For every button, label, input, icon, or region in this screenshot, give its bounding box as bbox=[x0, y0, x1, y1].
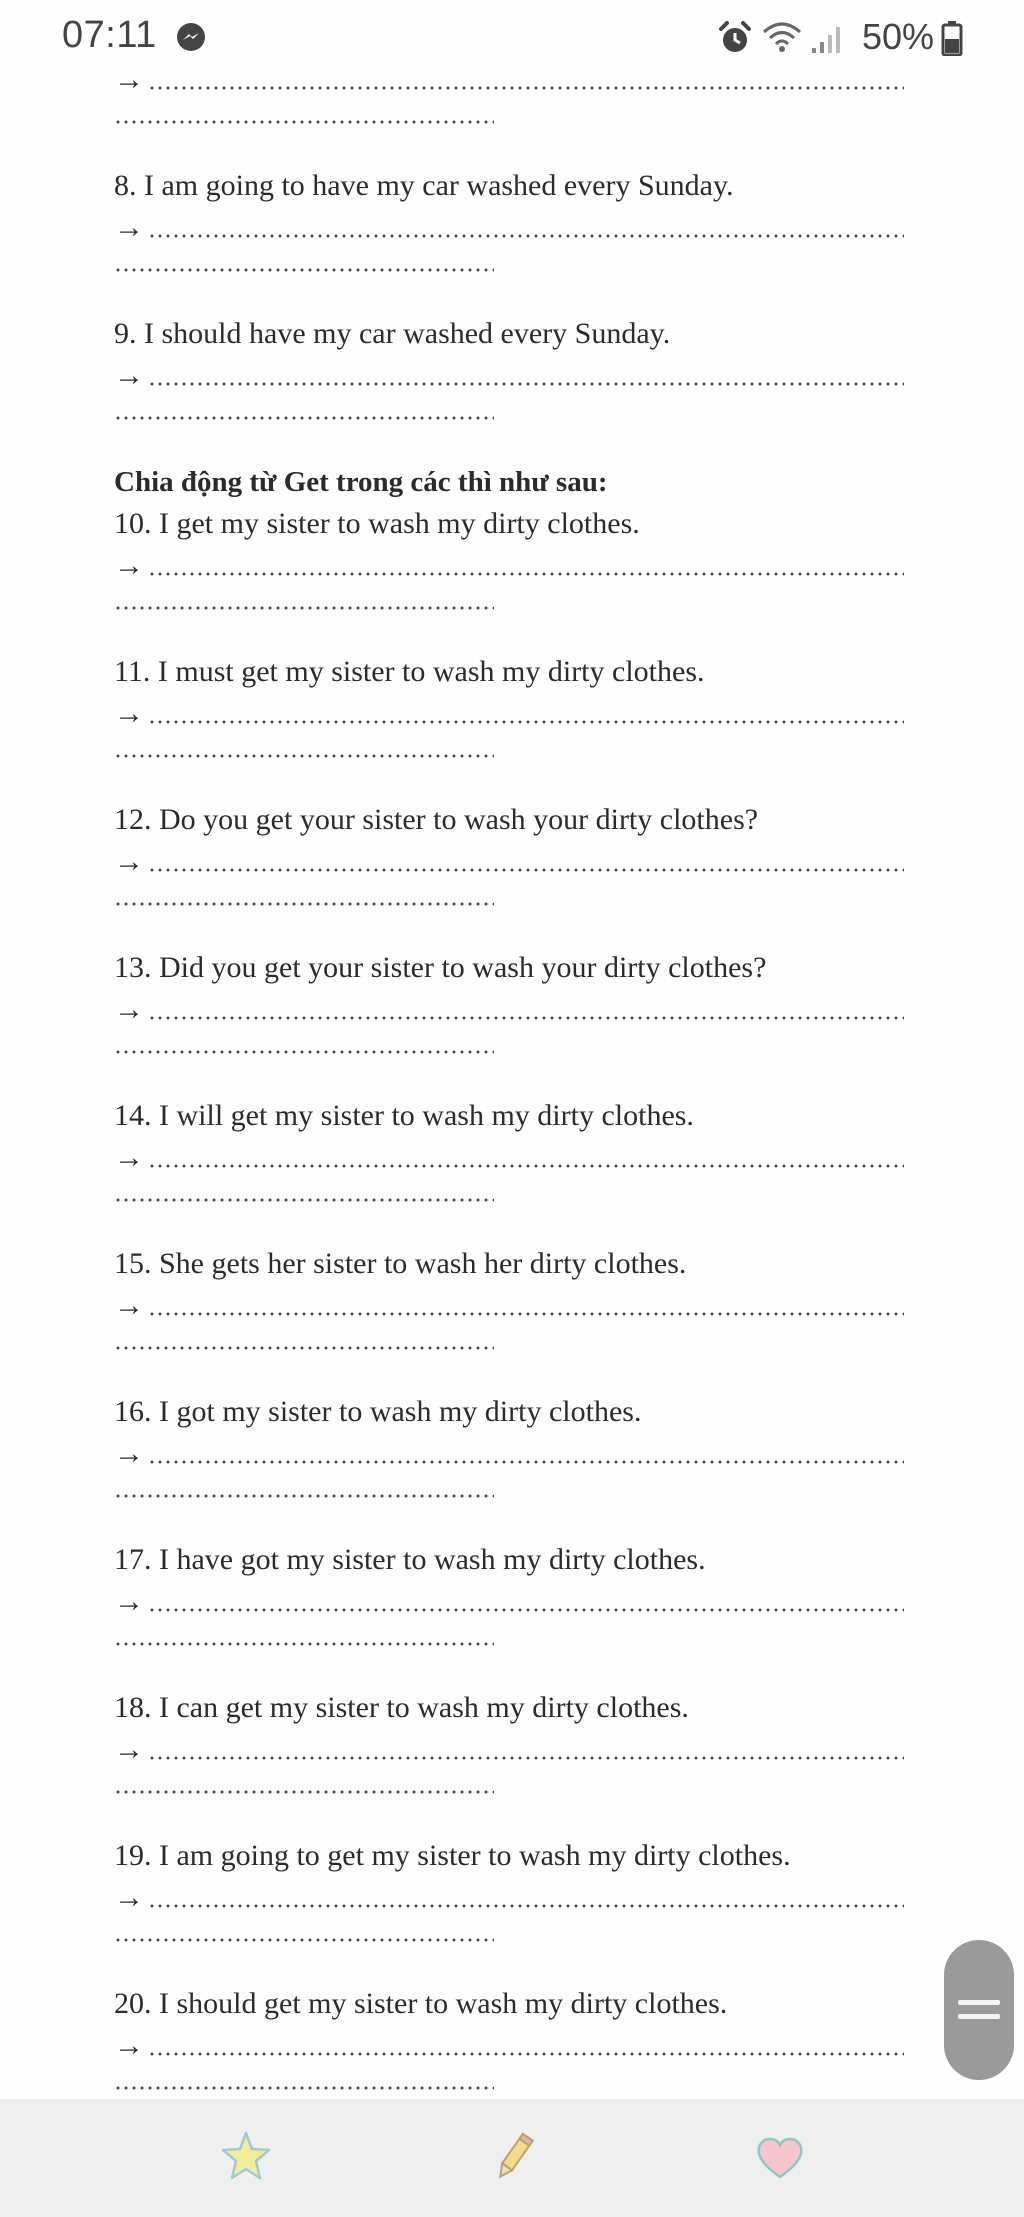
answer-line-continuation bbox=[114, 1630, 914, 1666]
dotted-line bbox=[114, 594, 494, 614]
answer-line-continuation bbox=[114, 256, 914, 292]
star-icon[interactable] bbox=[216, 2127, 276, 2187]
answer-line-continuation bbox=[114, 1186, 914, 1222]
dotted-line bbox=[148, 1150, 904, 1170]
exercise-item: 12. Do you get your sister to wash your dirty clothes? bbox=[114, 803, 759, 836]
dotted-line bbox=[148, 368, 904, 388]
answer-line-continuation bbox=[114, 890, 914, 926]
dotted-line bbox=[114, 1778, 494, 1798]
arrow-icon: → bbox=[114, 993, 144, 1026]
answer-line-continuation bbox=[114, 1778, 914, 1814]
answer-line bbox=[114, 1878, 914, 1914]
dotted-line bbox=[148, 1742, 904, 1762]
exercise-item: 8. I am going to have my car washed every Sunday. bbox=[114, 169, 734, 202]
answer-line-continuation bbox=[114, 1334, 914, 1370]
exercise-item: 13. Did you get your sister to wash your dirty clothes? bbox=[114, 951, 767, 984]
dotted-line bbox=[148, 1446, 904, 1466]
signal-icon bbox=[810, 22, 844, 54]
answer-line bbox=[114, 356, 914, 392]
handle-bar bbox=[958, 2014, 1000, 2019]
answer-line-continuation bbox=[114, 1038, 914, 1074]
messenger-icon bbox=[176, 22, 206, 52]
heart-icon[interactable] bbox=[750, 2127, 810, 2187]
answer-line bbox=[114, 1730, 914, 1766]
dotted-line bbox=[148, 558, 904, 578]
dotted-line bbox=[148, 1002, 904, 1022]
wifi-icon bbox=[762, 20, 802, 54]
dotted-line bbox=[148, 2038, 904, 2058]
exercise-item: 11. I must get my sister to wash my dirty clothes. bbox=[114, 655, 705, 688]
answer-line bbox=[114, 990, 914, 1026]
exercise-item: 16. I got my sister to wash my dirty clothes. bbox=[114, 1395, 642, 1428]
answer-line bbox=[114, 1286, 914, 1322]
arrow-icon: → bbox=[114, 211, 144, 244]
dotted-line bbox=[148, 220, 904, 240]
arrow-icon: → bbox=[114, 2029, 144, 2062]
answer-line bbox=[114, 208, 914, 244]
dotted-line bbox=[148, 1594, 904, 1614]
dotted-line bbox=[148, 854, 904, 874]
answer-line bbox=[114, 842, 914, 878]
battery-icon bbox=[941, 20, 963, 56]
dotted-line bbox=[114, 1038, 494, 1058]
arrow-icon: → bbox=[114, 1881, 144, 1914]
dotted-line bbox=[148, 1890, 904, 1910]
answer-line-continuation bbox=[114, 1482, 914, 1518]
arrow-icon: → bbox=[114, 63, 144, 96]
arrow-icon: → bbox=[114, 359, 144, 392]
dotted-line bbox=[114, 1926, 494, 1946]
dotted-line bbox=[114, 1334, 494, 1354]
answer-line-continuation bbox=[114, 108, 914, 144]
answer-line bbox=[114, 1434, 914, 1470]
arrow-icon: → bbox=[114, 1437, 144, 1470]
dotted-line bbox=[114, 2074, 494, 2094]
section-heading: Chia động từ Get trong các thì như sau: bbox=[114, 466, 608, 498]
dotted-line bbox=[114, 1186, 494, 1206]
status-time: 07:11 bbox=[62, 14, 157, 56]
dotted-line bbox=[114, 404, 494, 424]
dotted-line bbox=[148, 706, 904, 726]
answer-line bbox=[114, 1582, 914, 1618]
arrow-icon: → bbox=[114, 1289, 144, 1322]
arrow-icon: → bbox=[114, 549, 144, 582]
exercise-item: 15. She gets her sister to wash her dirty clothes. bbox=[114, 1247, 687, 1280]
exercise-item: 17. I have got my sister to wash my dirty clothes. bbox=[114, 1543, 706, 1576]
answer-line bbox=[114, 546, 914, 582]
arrow-icon: → bbox=[114, 1733, 144, 1766]
arrow-icon: → bbox=[114, 845, 144, 878]
dotted-line bbox=[114, 108, 494, 128]
exercise-item: 18. I can get my sister to wash my dirty clothes. bbox=[114, 1691, 689, 1724]
exercise-item: 20. I should get my sister to wash my dirty clothes. bbox=[114, 1987, 728, 2020]
dotted-line bbox=[114, 890, 494, 910]
dotted-line bbox=[114, 256, 494, 276]
answer-line-continuation bbox=[114, 404, 914, 440]
dotted-line bbox=[114, 742, 494, 762]
dotted-line bbox=[148, 72, 904, 92]
answer-line-continuation bbox=[114, 594, 914, 630]
arrow-icon: → bbox=[114, 1141, 144, 1174]
alarm-icon bbox=[718, 20, 752, 56]
answer-line bbox=[114, 694, 914, 730]
battery-percentage: 50% bbox=[862, 16, 935, 57]
arrow-icon: → bbox=[114, 697, 144, 730]
pencil-icon[interactable] bbox=[484, 2127, 544, 2187]
answer-line-continuation bbox=[114, 1926, 914, 1962]
handle-bar bbox=[958, 2000, 1000, 2005]
answer-line bbox=[114, 2026, 914, 2062]
bottom-action-bar bbox=[0, 2099, 1024, 2217]
answer-line bbox=[114, 60, 914, 96]
exercise-item: 14. I will get my sister to wash my dirty clothes. bbox=[114, 1099, 694, 1132]
dotted-line bbox=[114, 1630, 494, 1650]
dotted-line bbox=[114, 1482, 494, 1502]
scroll-handle[interactable] bbox=[944, 1940, 1014, 2080]
dotted-line bbox=[148, 1298, 904, 1318]
answer-line-continuation bbox=[114, 742, 914, 778]
arrow-icon: → bbox=[114, 1585, 144, 1618]
answer-line bbox=[114, 1138, 914, 1174]
worksheet-content bbox=[114, 60, 914, 2110]
exercise-item: 9. I should have my car washed every Sunday. bbox=[114, 317, 671, 350]
exercise-item: 10. I get my sister to wash my dirty clothes. bbox=[114, 507, 640, 540]
exercise-item: 19. I am going to get my sister to wash my dirty clothes. bbox=[114, 1839, 791, 1872]
